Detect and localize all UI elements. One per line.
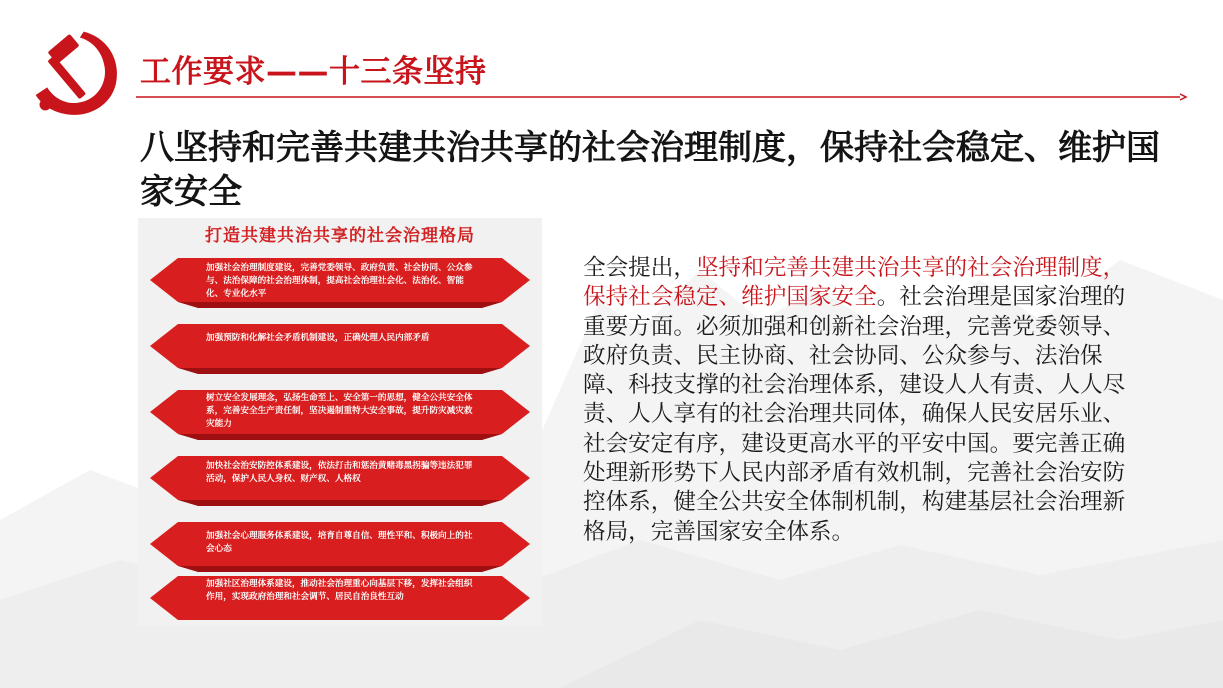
band-text: 加快社会治安防控体系建设，依法打击和惩治黄赌毒黑拐骗等违法犯罪活动，保护人民人身权、财产权、人格权	[206, 461, 473, 484]
body-highlight: 坚持和完善共建共治共享的社会治理制度，保持社会稳定、维护国家安全	[583, 255, 1126, 311]
ribbon-shape	[138, 316, 542, 374]
infographic-band	[138, 568, 542, 626]
infographic-band	[138, 514, 542, 572]
page-headline: 八坚持和完善共建共治共享的社会治理制度，保持社会稳定、维护国家安全	[140, 128, 1160, 212]
infographic-band	[138, 382, 542, 440]
body-rest: 。社会治理是国家治理的重要方面。必须加强和创新社会治理，完善党委领导、政府负责、民主协商、社会协同、公众参与、法治保障、科技支撑的社会治理体系，建设人人有责、人人尽责、人人享有的社会治理共同体，确保人民安居乐业、社会安定有序，建设更高水平的平安中国。要完善正确处理新形势下人民内部矛盾有效机制，完善社会治安防控体系，健全公共安全体制机制，构建基层社会治理新格局，完善国家安全体系。	[583, 284, 1126, 545]
infographic-band	[138, 250, 542, 308]
hammer-sickle-icon	[28, 24, 124, 120]
header-divider	[136, 93, 1188, 101]
band-text: 加强社区治理体系建设，推动社会治理重心向基层下移，发挥社会组织作用，实现政府治理和社会调节、居民自治良性互动	[206, 579, 473, 602]
infographic-title: 打造共建共治共享的社会治理格局	[205, 226, 475, 246]
body-intro: 全会提出，	[583, 255, 696, 281]
infographic	[138, 218, 542, 626]
band-text: 树立安全发展理念，弘扬生命至上、安全第一的思想，健全公共安全体系，完善安全生产责任制，坚决遏制重特大安全事故，提升防灾减灾救灾能力	[206, 393, 473, 429]
section-title: 工作要求——十三条坚持	[140, 54, 487, 90]
band-text: 加强社会治理制度建设，完善党委领导、政府负责、社会协同、公众参与、法治保障的社会治理体制，提高社会治理社会化、法治化、智能化、专业化水平	[206, 263, 473, 299]
body-paragraph	[583, 254, 1143, 547]
band-text: 加强预防和化解社会矛盾机制建设，正确处理人民内部矛盾	[206, 333, 430, 343]
infographic-band	[138, 316, 542, 374]
band-text: 加强社会心理服务体系建设，培育自尊自信、理性平和、积极向上的社会心态	[206, 531, 473, 554]
infographic-band	[138, 448, 542, 506]
